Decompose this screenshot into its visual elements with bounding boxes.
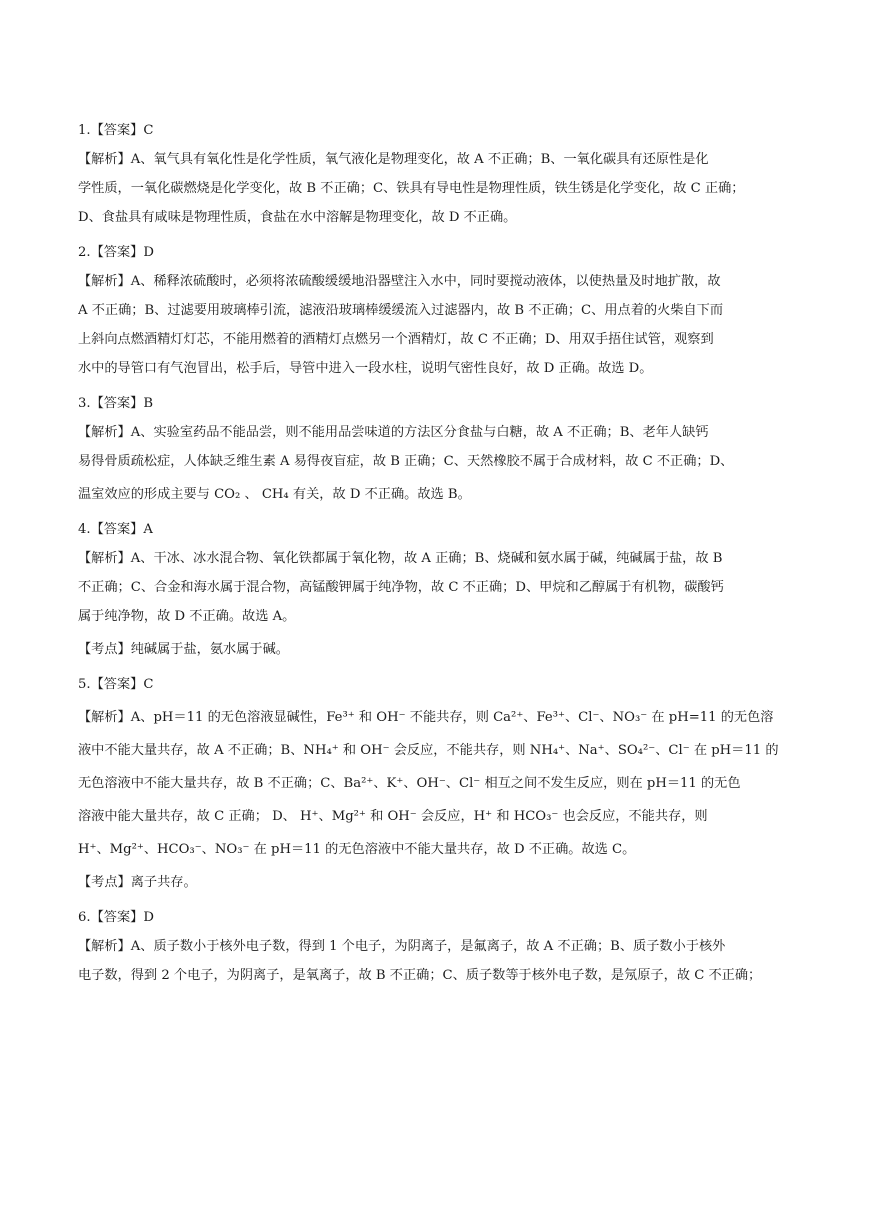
analysis-line: 【解析】A、干冰、冰水混合物、氧化铁都属于氧化物，故 A 正确；B、烧碱和氨水属于碱，纯碱属于盐，故 B (78, 551, 723, 566)
answer-line: 4.【答案】A (78, 522, 153, 537)
analysis-line: 上斜向点燃酒精灯灯芯，不能用燃着的酒精灯点燃另一个酒精灯，故 C 不正确；D、用双手捂住试管，观察到 (78, 332, 714, 347)
analysis-line: H⁺、Mg²⁺、HCO₃⁻、NO₃⁻ 在 pH＝11 的无色溶液中不能大量共存，故 D 不正确。故选 C。 (78, 842, 636, 857)
kaodian-line: 【考点】纯碱属于盐，氨水属于碱。 (78, 642, 289, 657)
analysis-line: 水中的导管口有气泡冒出，松手后，导管中进入一段水柱，说明气密性良好，故 D 正确。故选 D。 (78, 361, 653, 376)
analysis-line: 易得骨质疏松症，人体缺乏维生素 A 易得夜盲症，故 B 正确；C、天然橡胶不属于合成材料，故 C 不正确；D、 (78, 454, 734, 469)
analysis-line: 【解析】A、氧气具有氧化性是化学性质，氧气液化是物理变化，故 A 不正确；B、一氧化碳具有还原性是化 (78, 152, 709, 167)
answer-item-1 (78, 116, 794, 232)
analysis-line: 【解析】A、质子数小于核外电子数，得到 1 个电子，为阴离子，是氟离子，故 A 不正确；B、质子数小于核外 (78, 939, 726, 954)
answer-item-6 (78, 903, 794, 990)
answer-line: 1.【答案】C (78, 123, 154, 138)
kaodian-line: 【考点】离子共存。 (78, 875, 197, 890)
answer-item-5 (78, 670, 794, 897)
answer-document (78, 116, 794, 990)
analysis-line: 【解析】A、pH＝11 的无色溶液显碱性，Fe³⁺ 和 OH⁻ 不能共存，则 Ca²⁺、Fe³⁺、Cl⁻、NO₃⁻ 在 pH=11 的无色溶 (78, 710, 774, 725)
answer-item-4 (78, 515, 794, 664)
analysis-line: 【解析】A、实验室药品不能品尝，则不能用品尝味道的方法区分食盐与白糖，故 A 不正确；B、老年人缺钙 (78, 425, 709, 440)
analysis-line: 学性质，一氧化碳燃烧是化学变化，故 B 不正确；C、铁具有导电性是物理性质，铁生锈是化学变化，故 C 正确； (78, 181, 745, 196)
answer-line: 3.【答案】B (78, 396, 154, 411)
analysis-line: 【解析】A、稀释浓硫酸时，必须将浓硫酸缓缓地沿器壁注入水中，同时要搅动液体，以使热量及时地扩散，故 (78, 274, 721, 289)
analysis-line: 溶液中能大量共存，故 C 正确； D、 H⁺、Mg²⁺ 和 OH⁻ 会反应，H⁺ 和 HCO₃⁻ 也会反应，不能共存，则 (78, 809, 708, 824)
analysis-line: 液中不能大量共存，故 A 不正确；B、NH₄⁺ 和 OH⁻ 会反应，不能共存，则 NH₄⁺、Na⁺、SO₄²⁻、Cl⁻ 在 pH＝11 的 (78, 743, 779, 758)
analysis-line: 属于纯净物，故 D 不正确。故选 A。 (78, 609, 296, 624)
answer-line: 2.【答案】D (78, 245, 154, 260)
answer-item-2 (78, 238, 794, 383)
analysis-line: 无色溶液中不能大量共存，故 B 不正确；C、Ba²⁺、K⁺、OH⁻、Cl⁻ 相互之间不发生反应，则在 pH＝11 的无色 (78, 776, 741, 791)
answer-line: 6.【答案】D (78, 910, 154, 925)
answer-item-3 (78, 389, 794, 509)
analysis-line: A 不正确；B、过滤要用玻璃棒引流，滤液沿玻璃棒缓缓流入过滤器内，故 B 不正确；C、用点着的火柴自下而 (78, 303, 724, 318)
analysis-line: 不正确；C、合金和海水属于混合物，高锰酸钾属于纯净物，故 C 不正确；D、甲烷和乙醇属于有机物，碳酸钙 (78, 580, 724, 595)
analysis-line: 温室效应的形成主要与 CO₂ 、 CH₄ 有关，故 D 不正确。故选 B。 (78, 487, 471, 502)
analysis-line: 电子数，得到 2 个电子，为阴离子，是氧离子，故 B 不正确；C、质子数等于核外电子数，是氖原子，故 C 不正确； (78, 968, 762, 983)
answer-line: 5.【答案】C (78, 677, 154, 692)
analysis-line: D、食盐具有咸味是物理性质，食盐在水中溶解是物理变化，故 D 不正确。 (78, 210, 517, 225)
